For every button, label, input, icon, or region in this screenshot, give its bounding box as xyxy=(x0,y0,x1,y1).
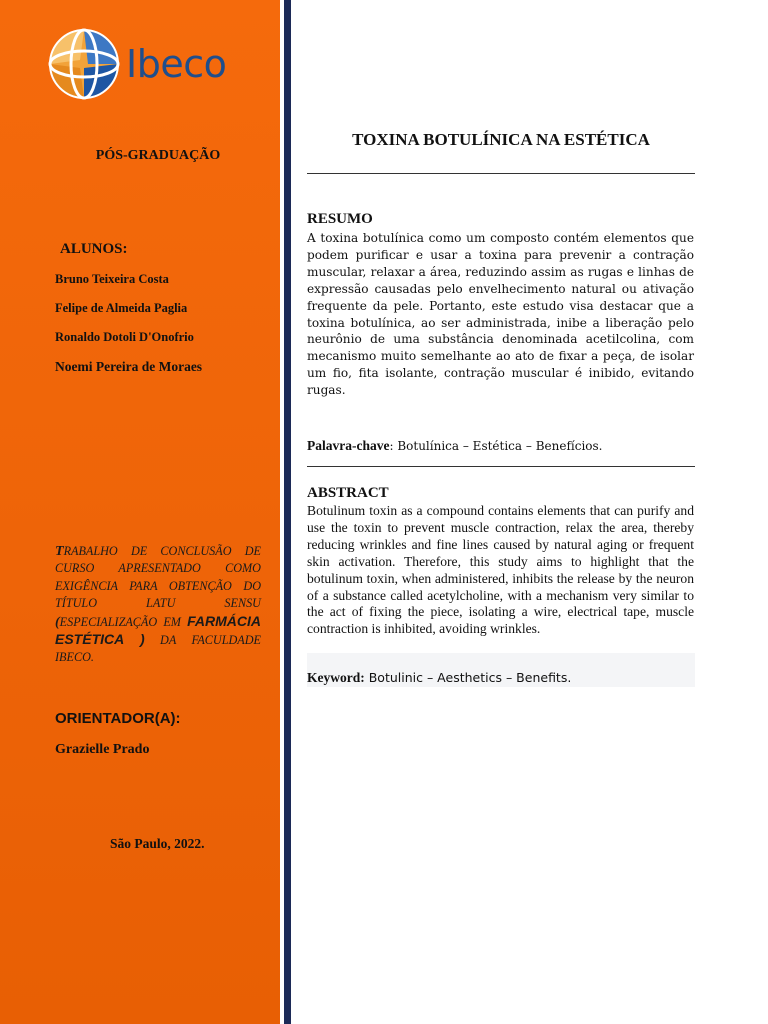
page-title: TOXINA BOTULÍNICA NA ESTÉTICA xyxy=(352,130,650,149)
advisor-name: Grazielle Prado xyxy=(55,742,150,757)
keywords-en-values: Botulinic – Aesthetics – Benefits. xyxy=(364,670,572,685)
course-name: FARMÁCIA ESTÉTICA ) xyxy=(55,612,261,648)
globe-logo-icon xyxy=(48,28,120,100)
horizontal-rule xyxy=(307,173,695,174)
ibeco-logo xyxy=(48,28,258,100)
advisor-heading: ORIENTADOR(A): xyxy=(55,710,181,727)
cover-sidebar xyxy=(0,0,280,1024)
divider-bar xyxy=(284,0,291,1024)
students-heading: ALUNOS: xyxy=(60,241,128,257)
student-name: Ronaldo Dotoli D'Onofrio xyxy=(55,330,194,344)
keywords-pt xyxy=(307,438,602,454)
resumo-paragraph: A toxina botulínica como um composto contém elementos que podem purificar e usar a toxina para prevenir a contração muscular, relaxar a área, reduzindo assim as rugas e linhas de expressão causadas pelo envelhecimento natural ou ativação frequente da pele. Portanto, este estudo visa destacar que a toxina botulínica, ao ser administrada, inibe a liberação pelo neurônio de uma substância denominada acetilcolina, com mecanismo muito semelhante ao ato de fixar a peça, de isolar um fio, fita isolante, contração muscular é inibido, evitando rugas. xyxy=(307,231,694,398)
abstract-heading: ABSTRACT xyxy=(307,485,389,501)
student-name: Noemi Pereira de Moraes xyxy=(55,359,203,374)
resumo-heading: RESUMO xyxy=(307,211,373,227)
program-label: PÓS-GRADUAÇÃO xyxy=(95,148,221,163)
keywords-pt-label: Palavra-chave xyxy=(307,438,390,453)
thesis-note-text: ESPECIALIZAÇÃO EM xyxy=(59,614,188,629)
thesis-note-text: RABALHO DE CONCLUSÃO DE CURSO APRESENTADO COMO EXIGÊNCIA PARA OBTENÇÃO DO TÍTULO LATU SENSU xyxy=(55,544,261,611)
horizontal-rule xyxy=(307,466,695,467)
thesis-note xyxy=(55,543,261,667)
thesis-note-initial: T xyxy=(55,544,64,559)
thesis-note-paren: ( xyxy=(55,614,60,630)
abstract-paragraph: Botulinum toxin as a compound contains elements that can purify and use the toxin to prevent muscle contraction, relax the area, thereby reducing wrinkles and fine lines caused by natural aging or frequent skin activation. Therefore, this study aims to highlight that the botulinum toxin, when administered, inhibits the release by the neuron of a substance called acetylcholine, with a mechanism very similar to the act of fixing the piece, isolating a wire, electrical tape, muscle contraction is inhibited, avoiding wrinkles. xyxy=(307,503,694,637)
student-name: Bruno Teixeira Costa xyxy=(55,272,169,286)
student-name: Felipe de Almeida Paglia xyxy=(55,301,188,315)
thesis-note-text: DA FACULDADE IBECO. xyxy=(55,633,261,665)
keywords-en xyxy=(307,670,571,686)
logo-wordmark: Ibeco xyxy=(126,42,227,86)
keywords-pt-values: : Botulínica – Estética – Benefícios. xyxy=(389,439,603,453)
keywords-en-label: Keyword: xyxy=(307,670,365,685)
city-year: São Paulo, 2022. xyxy=(110,836,205,851)
